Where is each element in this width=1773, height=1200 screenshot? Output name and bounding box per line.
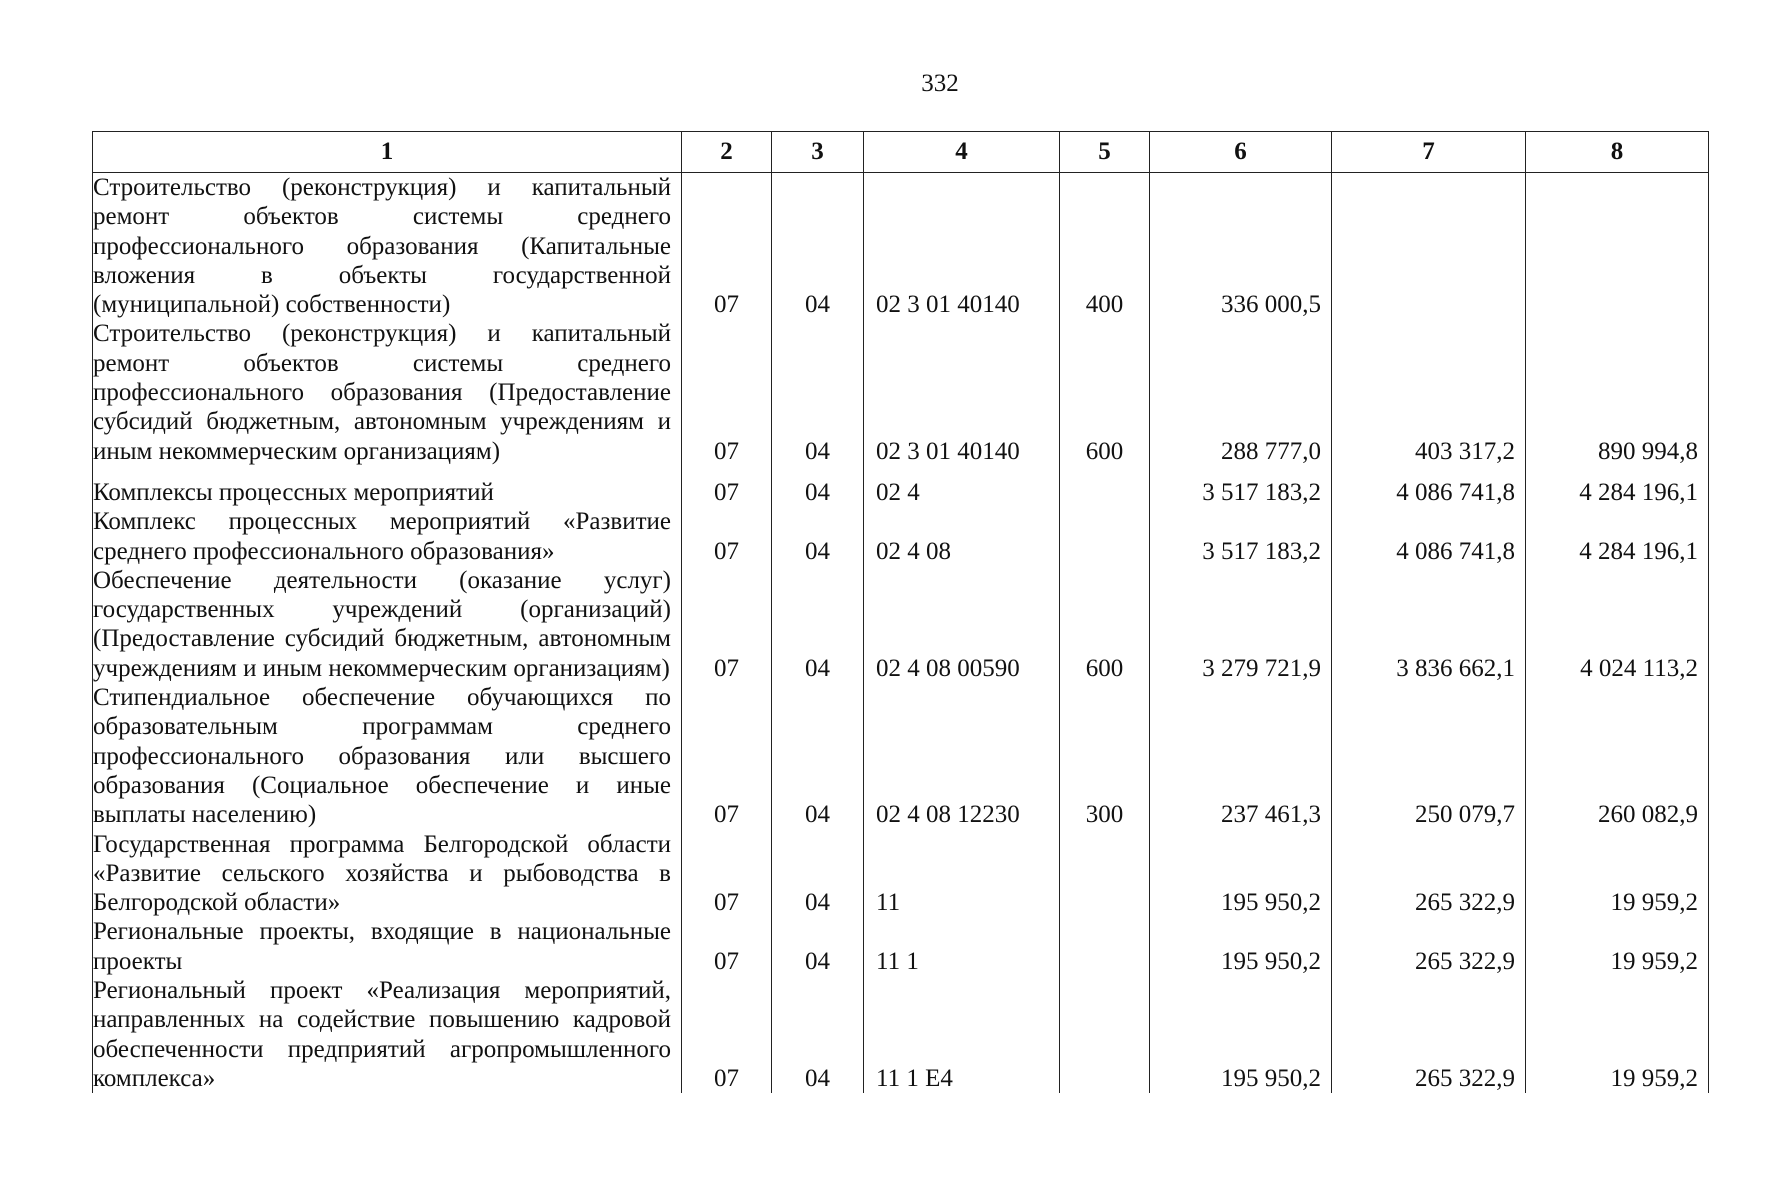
row-expense-type: 400: [1060, 173, 1150, 320]
row-target-article: 11 1: [864, 917, 1060, 976]
row-target-article: 02 4 08: [864, 507, 1060, 566]
row-amount-year-1: 288 777,0: [1150, 319, 1332, 465]
row-subsection: 04: [772, 319, 864, 465]
row-section: 07: [682, 466, 772, 507]
row-amount-year-3: 260 082,9: [1526, 683, 1709, 829]
row-section: 07: [682, 173, 772, 320]
column-header-name: 1: [93, 132, 682, 173]
row-name: Стипендиальное обеспечение обучающихся по образовательным программам среднего профессионального образования или высшего образования (Социальное обеспечение и иные выплаты населению): [93, 683, 682, 829]
column-header-subsection: 3: [772, 132, 864, 173]
row-amount-year-2: 403 317,2: [1332, 319, 1526, 465]
row-expense-type: 600: [1060, 566, 1150, 683]
row-section: 07: [682, 917, 772, 976]
column-header-section: 2: [682, 132, 772, 173]
row-amount-year-1: 195 950,2: [1150, 917, 1332, 976]
row-subsection: 04: [772, 976, 864, 1093]
row-name: Обеспечение деятельности (оказание услуг) государственных учреждений (организаций) (Предоставление субсидий бюджетным, автономным учреждениям и иным некоммерческим организациям): [93, 566, 682, 683]
row-amount-year-2: 250 079,7: [1332, 683, 1526, 829]
row-subsection: 04: [772, 683, 864, 829]
row-section: 07: [682, 976, 772, 1093]
row-amount-year-3: [1526, 173, 1709, 320]
row-amount-year-2: 265 322,9: [1332, 830, 1526, 918]
table-row: [93, 507, 1709, 566]
row-expense-type: [1060, 507, 1150, 566]
row-name: Государственная программа Белгородской области «Развитие сельского хозяйства и рыбоводства в Белгородской области»: [93, 830, 682, 918]
table-row: [93, 683, 1709, 829]
row-name: Комплексы процессных мероприятий: [93, 466, 682, 507]
row-amount-year-3: 19 959,2: [1526, 830, 1709, 918]
row-subsection: 04: [772, 917, 864, 976]
row-section: 07: [682, 830, 772, 918]
row-subsection: 04: [772, 173, 864, 320]
row-name: Строительство (реконструкция) и капитальный ремонт объектов системы среднего профессионального образования (Предоставление субсидий бюджетным, автономным учреждениям и иным некоммерческим организациям): [93, 319, 682, 465]
row-amount-year-1: 3 517 183,2: [1150, 466, 1332, 507]
row-amount-year-1: 3 279 721,9: [1150, 566, 1332, 683]
row-expense-type: [1060, 976, 1150, 1093]
row-amount-year-3: 4 024 113,2: [1526, 566, 1709, 683]
page-number: 332: [921, 70, 959, 97]
row-amount-year-2: 265 322,9: [1332, 976, 1526, 1093]
row-target-article: 11: [864, 830, 1060, 918]
row-subsection: 04: [772, 566, 864, 683]
row-subsection: 04: [772, 466, 864, 507]
column-header-target-article: 4: [864, 132, 1060, 173]
table-row: [93, 173, 1709, 320]
row-target-article: 02 4 08 12230: [864, 683, 1060, 829]
row-amount-year-3: 4 284 196,1: [1526, 466, 1709, 507]
row-amount-year-3: 19 959,2: [1526, 917, 1709, 976]
column-header-year-2: 7: [1332, 132, 1526, 173]
row-target-article: 11 1 E4: [864, 976, 1060, 1093]
row-amount-year-1: 237 461,3: [1150, 683, 1332, 829]
header-row: [93, 132, 1709, 173]
column-header-expense-type: 5: [1060, 132, 1150, 173]
row-name: Региональные проекты, входящие в национальные проекты: [93, 917, 682, 976]
row-expense-type: [1060, 466, 1150, 507]
row-amount-year-3: 19 959,2: [1526, 976, 1709, 1093]
row-target-article: 02 3 01 40140: [864, 319, 1060, 465]
row-amount-year-3: 890 994,8: [1526, 319, 1709, 465]
row-expense-type: 600: [1060, 319, 1150, 465]
row-target-article: 02 3 01 40140: [864, 173, 1060, 320]
row-target-article: 02 4: [864, 466, 1060, 507]
row-target-article: 02 4 08 00590: [864, 566, 1060, 683]
row-amount-year-1: 195 950,2: [1150, 830, 1332, 918]
row-name: Региональный проект «Реализация мероприятий, направленных на содействие повышению кадровой обеспеченности предприятий агропромышленного комплекса»: [93, 976, 682, 1093]
row-name: Комплекс процессных мероприятий «Развитие среднего профессионального образования»: [93, 507, 682, 566]
row-name: Строительство (реконструкция) и капитальный ремонт объектов системы среднего профессионального образования (Капитальные вложения в объекты государственной (муниципальной) собственности): [93, 173, 682, 320]
row-expense-type: [1060, 830, 1150, 918]
row-section: 07: [682, 507, 772, 566]
row-expense-type: 300: [1060, 683, 1150, 829]
row-amount-year-3: 4 284 196,1: [1526, 507, 1709, 566]
row-amount-year-1: 195 950,2: [1150, 976, 1332, 1093]
column-header-year-3: 8: [1526, 132, 1709, 173]
row-amount-year-2: 265 322,9: [1332, 917, 1526, 976]
row-section: 07: [682, 566, 772, 683]
row-amount-year-1: 3 517 183,2: [1150, 507, 1332, 566]
row-subsection: 04: [772, 507, 864, 566]
table-row: [93, 830, 1709, 918]
row-amount-year-2: 4 086 741,8: [1332, 507, 1526, 566]
row-expense-type: [1060, 917, 1150, 976]
row-amount-year-2: [1332, 173, 1526, 320]
table-row: [93, 976, 1709, 1093]
row-amount-year-2: 3 836 662,1: [1332, 566, 1526, 683]
column-header-year-1: 6: [1150, 132, 1332, 173]
table-row: [93, 917, 1709, 976]
row-section: 07: [682, 683, 772, 829]
table-row: [93, 319, 1709, 465]
budget-table: [92, 131, 1709, 1093]
row-amount-year-1: 336 000,5: [1150, 173, 1332, 320]
table-row: [93, 566, 1709, 683]
table-row: [93, 466, 1709, 507]
row-subsection: 04: [772, 830, 864, 918]
row-section: 07: [682, 319, 772, 465]
row-amount-year-2: 4 086 741,8: [1332, 466, 1526, 507]
